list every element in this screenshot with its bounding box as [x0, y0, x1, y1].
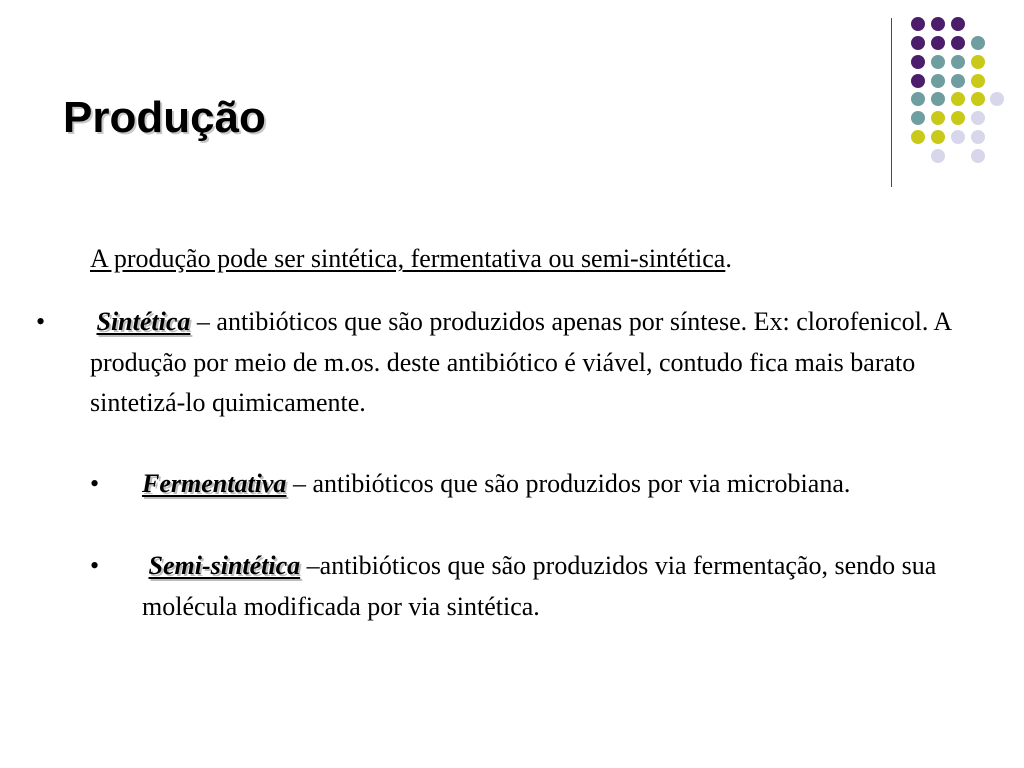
intro-period: .	[725, 244, 732, 273]
decorative-dot	[951, 111, 965, 125]
term-sintetica: Sintética	[96, 307, 191, 336]
decorative-dot	[951, 55, 965, 69]
decorative-dot	[931, 92, 945, 106]
term-semi-sintetica: Semi-sintética	[148, 551, 301, 580]
bullet-marker: •	[90, 469, 100, 498]
decorative-dot	[931, 17, 945, 31]
decorative-dot	[951, 130, 965, 144]
decorative-dot	[911, 74, 925, 88]
definition-sintetica: – antibióticos que são produzidos apenas por síntese. Ex: clorofenicol. A produção por meio de m.os. deste antibiótico é viável, contudo fica mais barato sintetizá-lo quimicamente.	[90, 307, 951, 417]
intro-sentence	[90, 239, 732, 279]
decorative-dot	[971, 55, 985, 69]
decorative-dot	[911, 130, 925, 144]
decorative-dot	[951, 74, 965, 88]
decorative-dot	[911, 92, 925, 106]
decorative-dot	[911, 17, 925, 31]
bullet-item-fermentativa	[142, 464, 942, 505]
decorative-dot	[971, 149, 985, 163]
decorative-dot	[971, 36, 985, 50]
bullet-marker: •	[36, 307, 46, 336]
decorative-dot	[971, 92, 985, 106]
slide-title: Produção	[63, 93, 266, 142]
decorative-dot	[931, 111, 945, 125]
definition-fermentativa: – antibióticos que são produzidos por via microbiana.	[286, 469, 851, 498]
decorative-dot	[911, 55, 925, 69]
decorative-dot	[971, 74, 985, 88]
decorative-dot	[971, 111, 985, 125]
definition-semi-sintetica: –antibióticos que são produzidos via fermentação, sendo sua molécula modificada por via sintética.	[142, 551, 937, 621]
decorative-dot	[951, 92, 965, 106]
decorative-dot	[990, 92, 1004, 106]
term-fermentativa: Fermentativa	[142, 469, 287, 498]
decorative-dot	[951, 36, 965, 50]
decorative-dot	[911, 36, 925, 50]
decorative-dot	[951, 17, 965, 31]
decorative-dot	[931, 130, 945, 144]
bullet-marker: •	[90, 551, 100, 580]
decorative-dot-grid	[0, 0, 1024, 200]
bullet-item-semi-sintetica	[142, 546, 942, 627]
decorative-dot	[971, 130, 985, 144]
intro-underlined-text: A produção pode ser sintética, fermentativa ou semi-sintética	[90, 244, 726, 273]
decorative-dot	[931, 36, 945, 50]
decorative-dot	[931, 149, 945, 163]
decorative-dot	[931, 74, 945, 88]
bullet-item-sintetica	[90, 302, 970, 424]
decorative-dot	[911, 111, 925, 125]
decorative-dot	[931, 55, 945, 69]
